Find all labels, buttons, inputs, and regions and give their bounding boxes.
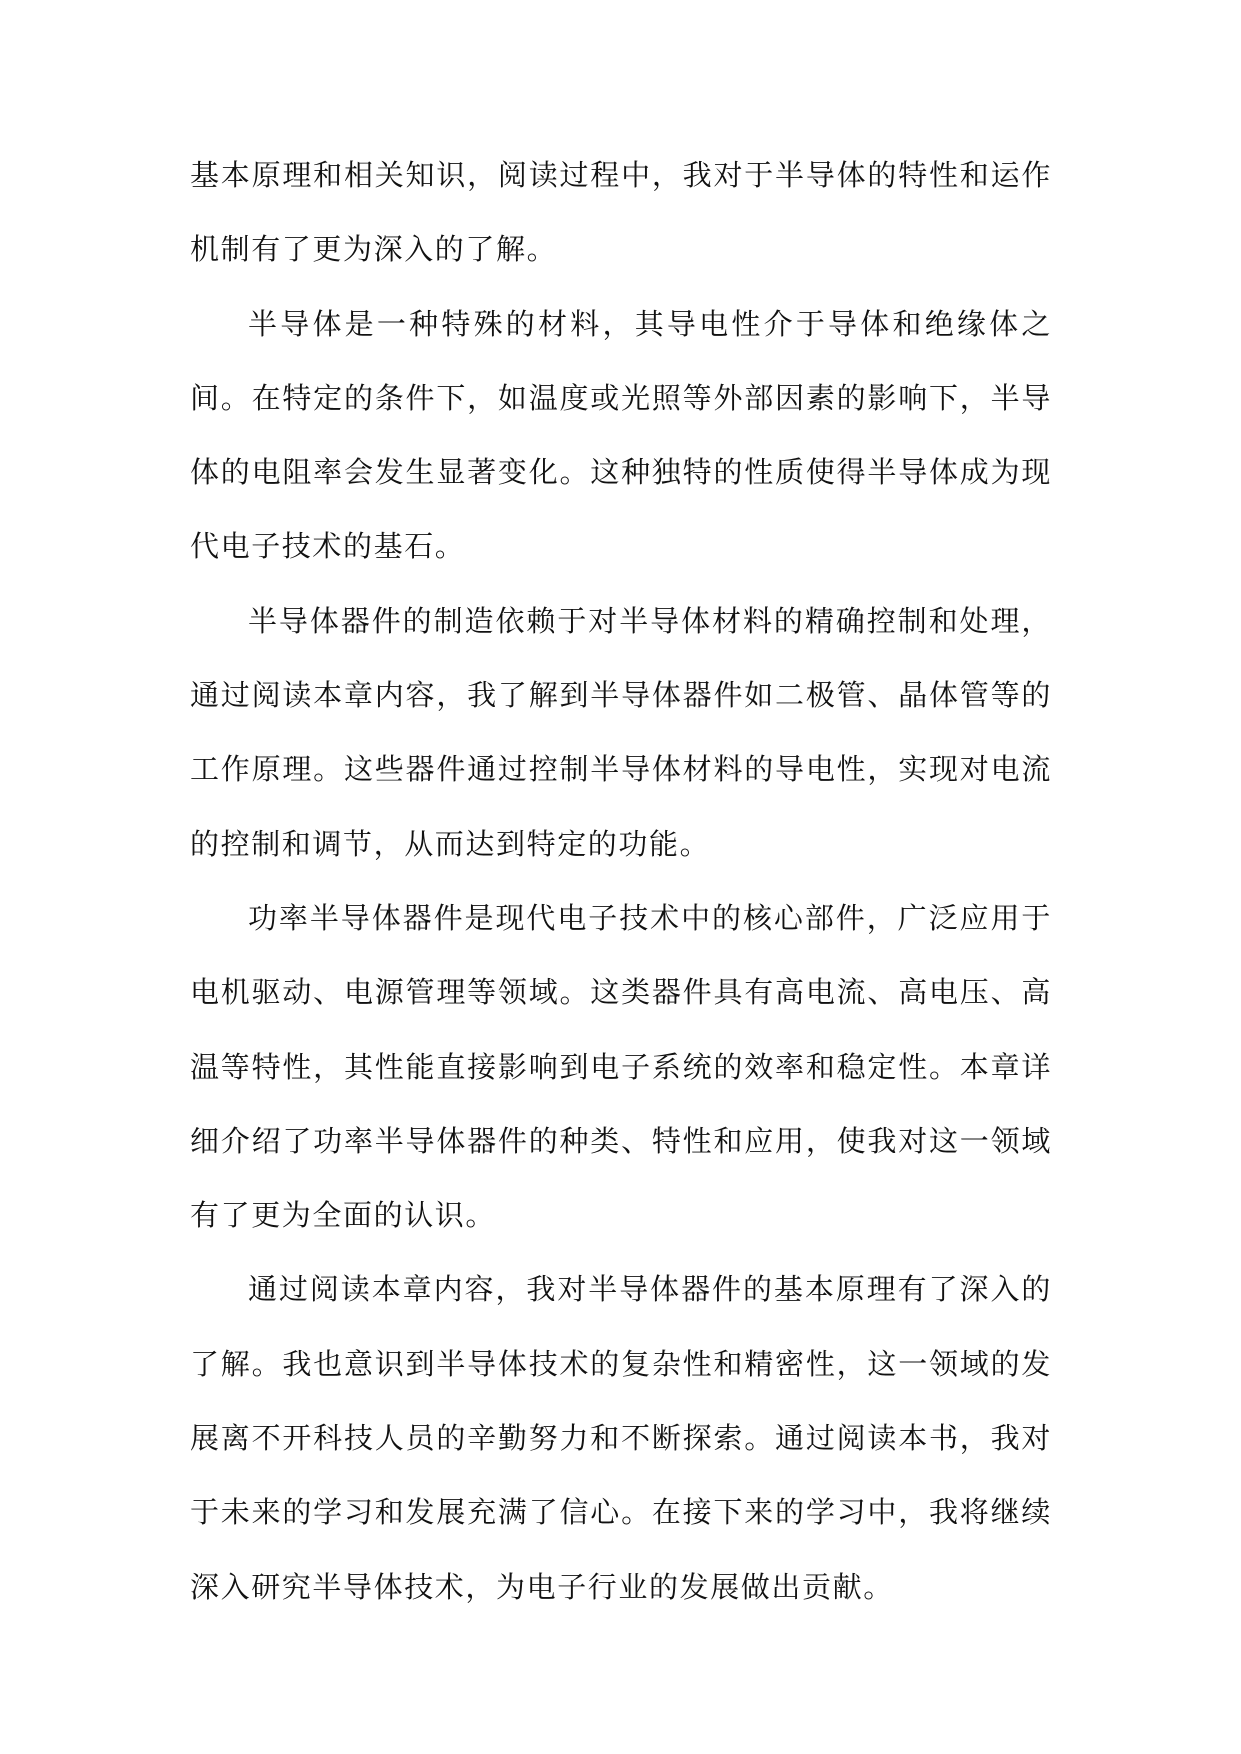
paragraph-continuation: 基本原理和相关知识，阅读过程中，我对于半导体的特性和运作机制有了更为深入的了解。 [190, 158, 1052, 267]
paragraph-device-manufacturing: 半导体器件的制造依赖于对半导体材料的精确控制和处理，通过阅读本章内容，我了解到半导体器件如二极管、晶体管等的工作原理。这些器件通过控制半导体材料的导电性，实现对电流的控制和调节，从而达到特定的功能。 [190, 603, 1052, 861]
body-text [190, 138, 1052, 1624]
paragraph-conclusion: 通过阅读本章内容，我对半导体器件的基本原理有了深入的了解。我也意识到半导体技术的复杂性和精密性，这一领域的发展离不开科技人员的辛勤努力和不断探索。通过阅读本书，我对于未来的学习和发展充满了信心。在接下来的学习中，我将继续深入研究半导体技术，为电子行业的发展做出贡献。 [190, 1272, 1052, 1604]
paragraph-semiconductor-definition: 半导体是一种特殊的材料，其导电性介于导体和绝缘体之间。在特定的条件下，如温度或光照等外部因素的影响下，半导体的电阻率会发生显著变化。这种独特的性质使得半导体成为现代电子技术的基石。 [190, 306, 1052, 564]
paragraph-power-devices: 功率半导体器件是现代电子技术中的核心部件，广泛应用于电机驱动、电源管理等领域。这类器件具有高电流、高电压、高温等特性，其性能直接影响到电子系统的效率和稳定性。本章详细介绍了功率半导体器件的种类、特性和应用，使我对这一领域有了更为全面的认识。 [190, 900, 1052, 1233]
